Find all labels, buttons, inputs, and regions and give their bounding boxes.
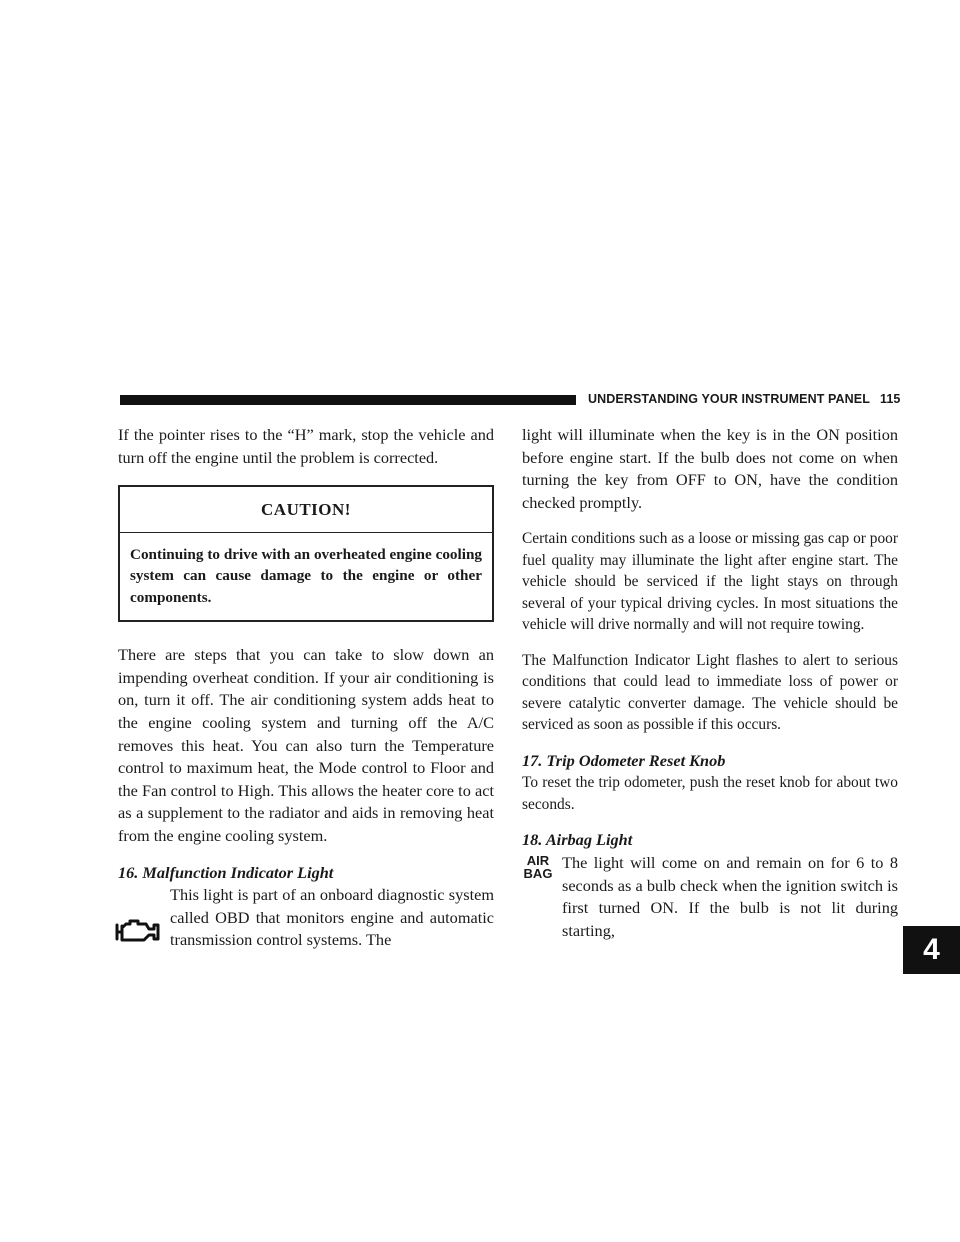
running-header — [588, 392, 900, 406]
airbag-heading: 18. Airbag Light — [522, 830, 633, 850]
caution-title: CAUTION! — [120, 487, 492, 533]
trip-heading: 17. Trip Odometer Reset Knob — [522, 750, 726, 770]
chapter-tab: 4 — [903, 926, 960, 974]
caution-body: Continuing to drive with an overheated engine cooling system can cause damage to the engine or other components. — [130, 545, 482, 606]
mil-continued: light will illuminate when the key is in the ON position before engine start. If the bulb does not come on when turning the key from OFF to ON, have the condition checked promptly. — [522, 425, 898, 512]
flash-paragraph: The Malfunction Indicator Light flashes to alert to serious conditions that could lead to immediate loss of power or severe catalytic converter damage. The vehicle should be serviced as soon as possible if this occurs. — [522, 651, 898, 734]
caution-box — [118, 485, 494, 622]
page-number: 115 — [879, 392, 901, 406]
trip-text: To reset the trip odometer, push the reset knob for about two seconds. — [522, 774, 898, 813]
airbag-icon-line1: AIR — [526, 853, 550, 869]
airbag-icon-line2: BAG — [523, 866, 553, 882]
airbag-paragraph — [522, 852, 898, 942]
section-title: UNDERSTANDING YOUR INSTRUMENT PANEL — [588, 392, 870, 406]
overheat-paragraph: There are steps that you can take to slow down an impending overheat condition. If your air conditioning is on, turn it off. The air conditioning system adds heat to the engine cooling system and turning off the A/C removes this heat. You can also turn the Temperature control to maximum heat, the Mode control to Floor and the Fan control to High. This allows the heater core to act as a supplement to the radiator and aids in removing heat from the engine cooling system. — [118, 645, 494, 846]
mil-text: This light is part of an onboard diagnostic system called OBD that monitors engine and automatic transmission control systems. The — [170, 885, 494, 950]
left-column — [118, 424, 494, 952]
airbag-text: The light will come on and remain on for 6 to 8 seconds as a bulb check when the ignition switch is first turned ON. If the bulb is not lit during starting, — [562, 853, 898, 940]
intro-paragraph: If the pointer rises to the “H” mark, stop the vehicle and turn off the engine until the problem is corrected. — [118, 425, 494, 467]
conditions-paragraph: Certain conditions such as a loose or missing gas cap or poor fuel quality may illuminate the light after engine start. The vehicle should be serviced if the light stays on through several of your typical driving cycles. In most situations the vehicle will drive normally and will not require towing. — [522, 530, 898, 634]
mil-heading: 16. Malfunction Indicator Light — [118, 862, 334, 882]
mil-paragraph — [118, 884, 494, 952]
airbag-icon — [522, 854, 554, 880]
check-engine-icon — [114, 916, 162, 946]
header-rule — [120, 395, 576, 405]
right-column — [522, 424, 898, 942]
